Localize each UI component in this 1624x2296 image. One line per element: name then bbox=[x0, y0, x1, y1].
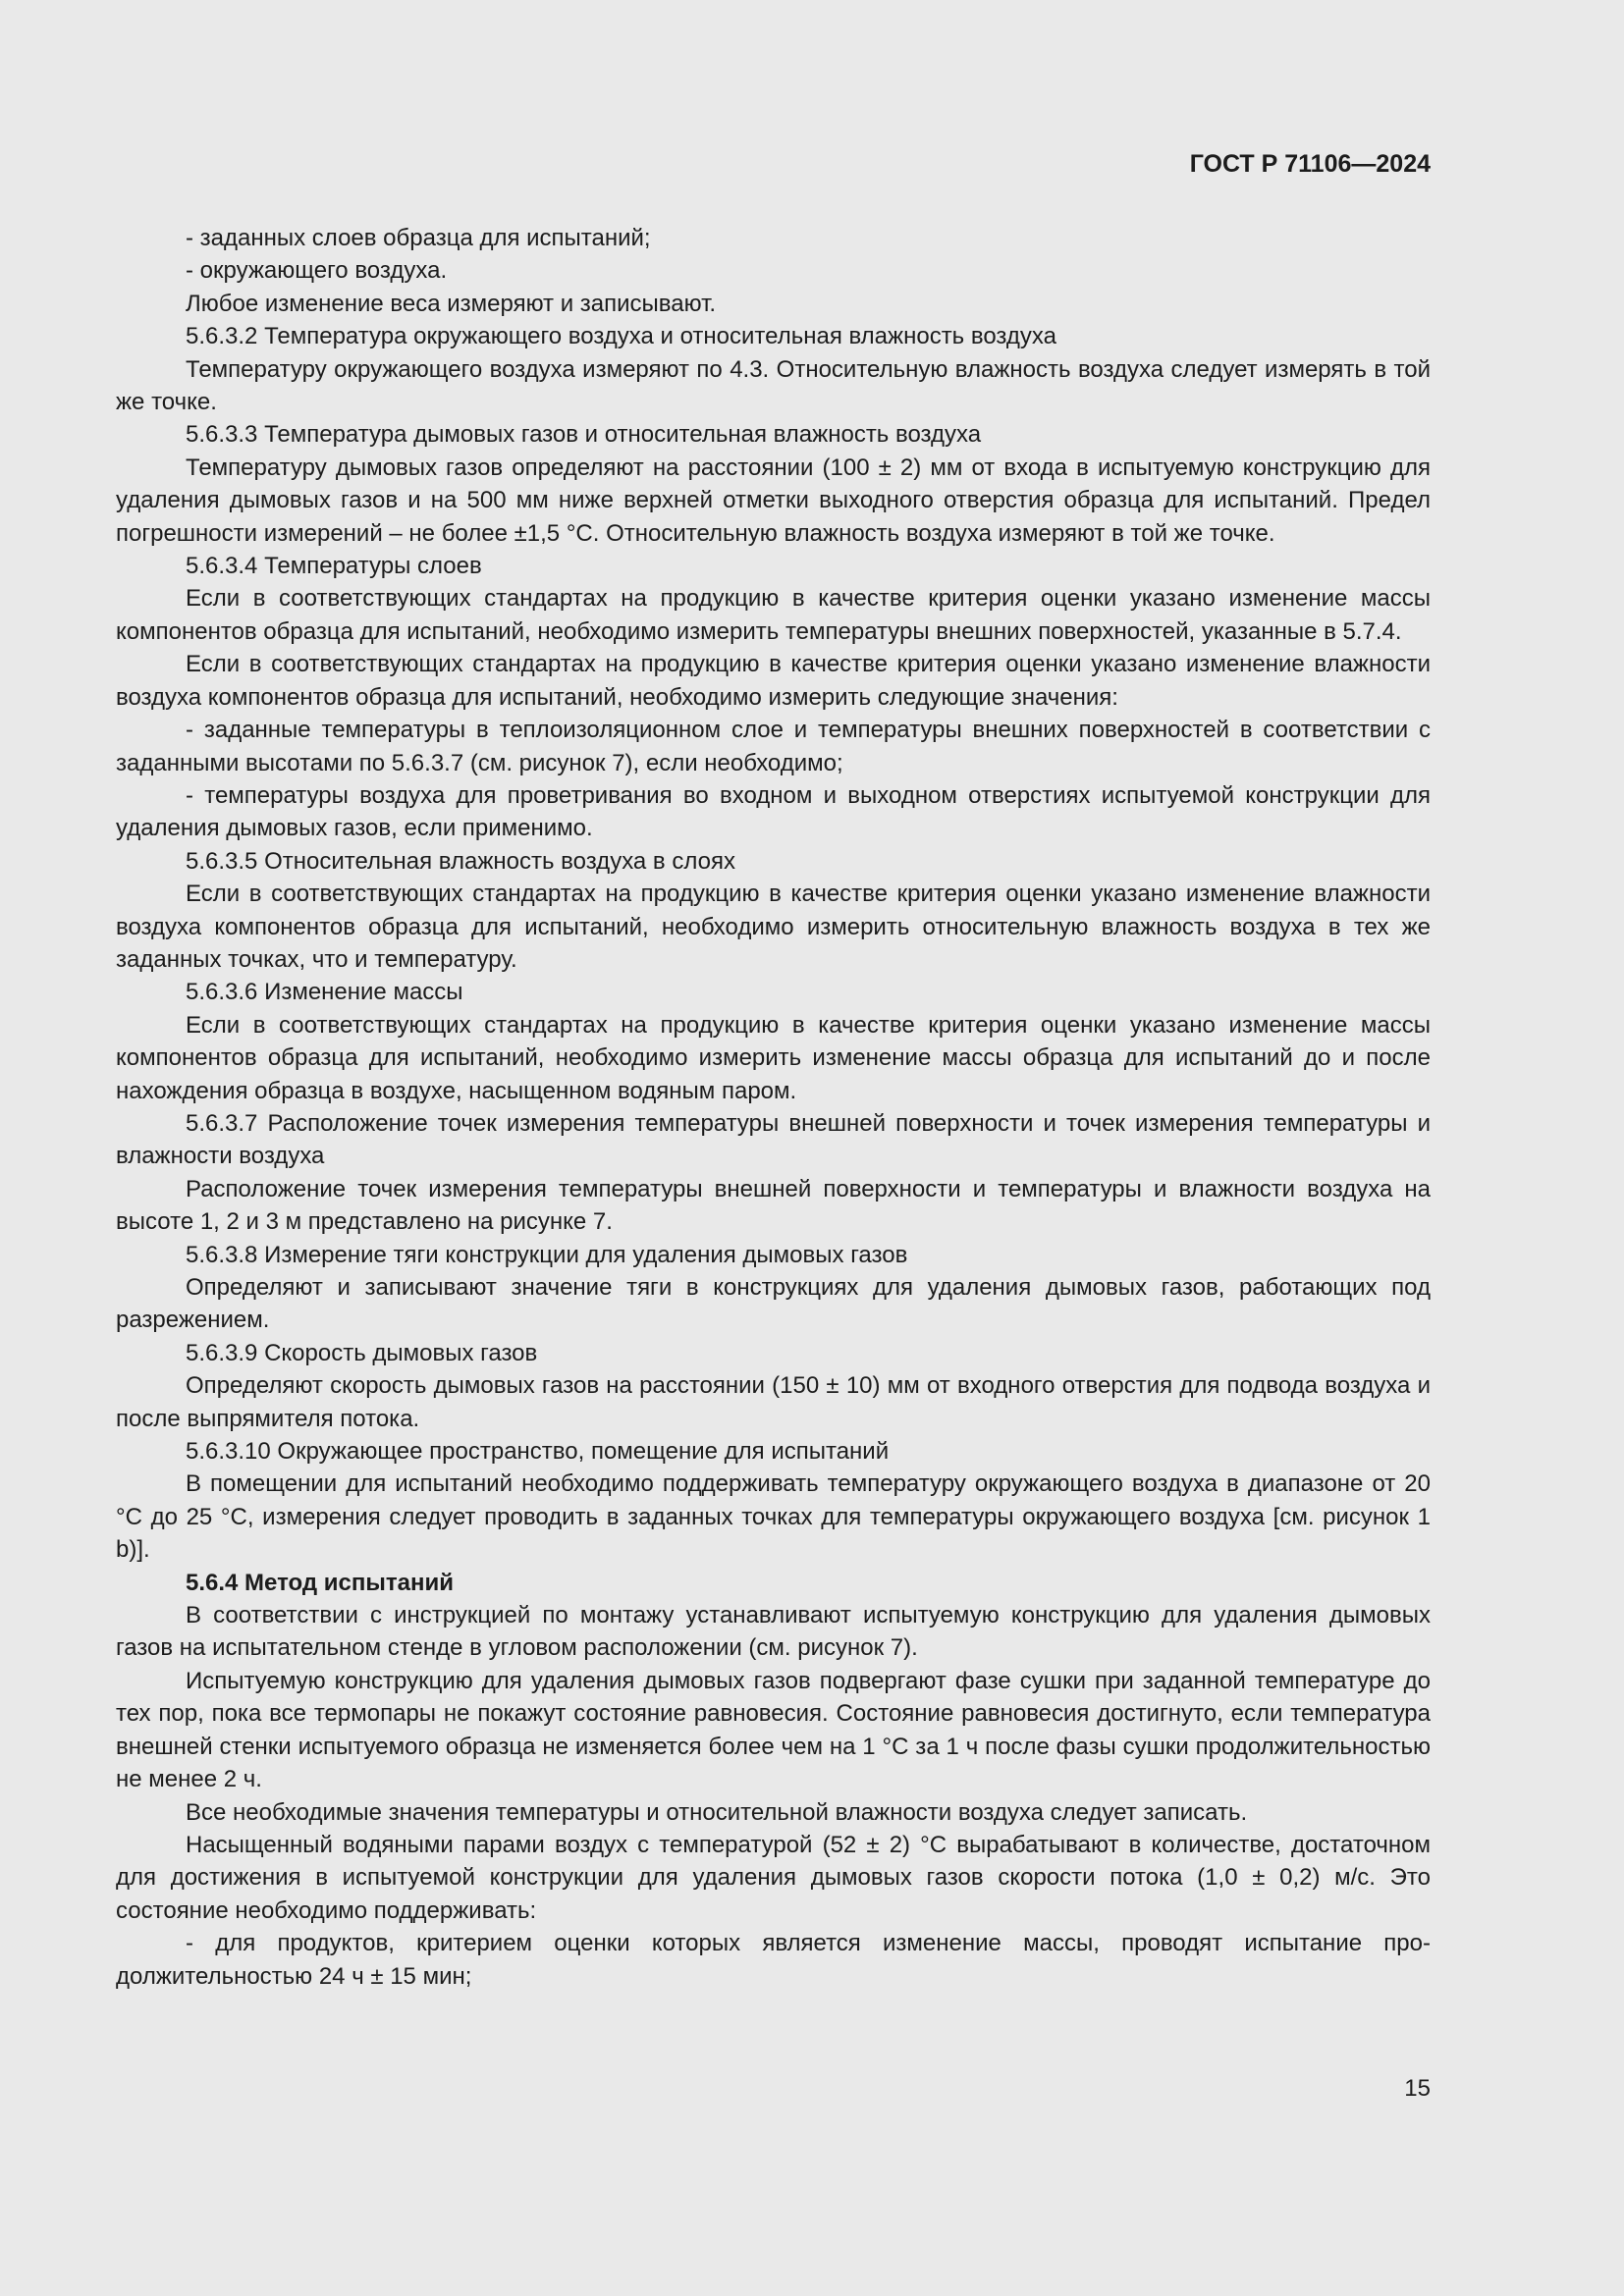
list-item-mass-criterion-duration: - для продуктов, критерием оценки которых является изменение массы, проводят испытание продолжительностью 24 ч ± 15 мин; bbox=[116, 1930, 1431, 1990]
list-item-ventilation-air-temperatures: - температуры воздуха для проветривания во входном и выходном отверстиях испытуемой конструкции для удаления дымовых газов, если применимо. bbox=[116, 781, 1431, 842]
list-item-insulation-temperatures: - заданные температуры в теплоизоляционном слое и температуры внешних поверхностей в соответствии с заданными высотами по 5.6.3.7 (см. рисунок 7), если необходимо; bbox=[116, 717, 1431, 776]
document-code-header: ГОСТ Р 71106—2024 bbox=[1189, 150, 1431, 178]
paragraph-test-room: В помещении для испытаний необходимо поддерживать температуру окружающего воздуха в диапазоне от 20 °С до 25 °С, измерения следует проводить в заданных точках для температуры окружающего воздуха [см. рисунок 1 b)]. bbox=[116, 1470, 1431, 1564]
document-body bbox=[116, 222, 1431, 1993]
paragraph-draft-measurement: Определяют и записывают значение тяги в конструкциях для удаления дымовых газов, работающих под разрежением. bbox=[116, 1274, 1431, 1334]
paragraph-record-values: Все необходимые значения температуры и относительной влажности воздуха следует записать. bbox=[186, 1798, 1248, 1826]
section-heading-5-6-3-4: 5.6.3.4 Температуры слоев bbox=[186, 553, 482, 580]
section-heading-5-6-3-7: 5.6.3.7 Расположение точек измерения температуры внешней поверхности и точек измерения температуры и влажности воздуха bbox=[116, 1109, 1431, 1170]
paragraph-ambient-temperature: Температуру окружающего воздуха измеряют по 4.3. Относительную влажность воздуха следует измерять в той же точке. bbox=[116, 355, 1431, 416]
section-heading-5-6-3-6: 5.6.3.6 Изменение массы bbox=[186, 979, 463, 1006]
section-heading-5-6-3-5: 5.6.3.5 Относительная влажность воздуха в слоях bbox=[186, 847, 735, 875]
section-heading-5-6-3-3: 5.6.3.3 Температура дымовых газов и относительная влажность воздуха bbox=[186, 421, 982, 449]
paragraph-flue-gas-temperature: Температуру дымовых газов определяют на расстоянии (100 ± 2) мм от входа в испытуемую конструкцию для удаления дымовых газов и на 500 мм ниже верхней отметки выходного отверстия образца для испытаний. Предел погрешности измерений – не более ±1,5 °С. Относительную влажность воздуха измеряют в той же точке. bbox=[116, 454, 1431, 547]
page-number: 15 bbox=[1404, 2075, 1431, 2102]
paragraph-drying-phase: Испытуемую конструкцию для удаления дымовых газов подвергают фазе сушки при заданной температуре до тех пор, пока все термопары не покажут состояние равновесия. Состояние равновесия достигнуто, если температура внешней стенки испытуемого образца не изменяется более чем на 1 °С за 1 ч после фазы сушки продолжительностью не менее 2 ч. bbox=[116, 1667, 1431, 1793]
section-heading-5-6-3-10: 5.6.3.10 Окружающее пространство, помещение для испытаний bbox=[186, 1438, 890, 1466]
paragraph-layer-temperatures-mass: Если в соответствующих стандартах на продукцию в качестве критерия оценки указано изменение массы компонентов образца для испытаний, необходимо измерить температуры внешних поверхностей, указанные в 5.7.4. bbox=[116, 585, 1431, 645]
paragraph-measurement-points: Расположение точек измерения температуры внешней поверхности и температуры и влажности воздуха на высоте 1, 2 и 3 м представлено на рисунке 7. bbox=[116, 1175, 1431, 1236]
list-item-test-layers: - заданных слоев образца для испытаний; bbox=[186, 225, 651, 251]
section-heading-5-6-3-2: 5.6.3.2 Температура окружающего воздуха и относительная влажность воздуха bbox=[186, 323, 1056, 350]
paragraph-weight-change: Любое изменение веса измеряют и записывают. bbox=[186, 290, 717, 317]
section-heading-5-6-4: 5.6.4 Метод испытаний bbox=[186, 1569, 454, 1596]
paragraph-saturated-air: Насыщенный водяными парами воздух с температурой (52 ± 2) °С вырабатывают в количестве, достаточном для достижения в испытуемой конструкции для удаления дымовых газов скорости потока (1,0 ± 0,2) м/с. Это состояние необходимо поддерживать: bbox=[116, 1831, 1431, 1924]
paragraph-layer-temperatures-humidity: Если в соответствующих стандартах на продукцию в качестве критерия оценки указано изменение влажности воздуха компонентов образца для испытаний, необходимо измерить следующие значения: bbox=[116, 651, 1431, 711]
list-item-ambient-air: - окружающего воздуха. bbox=[186, 257, 448, 285]
paragraph-flue-gas-velocity: Определяют скорость дымовых газов на расстоянии (150 ± 10) мм от входного отверстия для подвода воздуха и после выпрямителя потока. bbox=[116, 1372, 1431, 1432]
paragraph-installation: В соответствии с инструкцией по монтажу устанавливают испытуемую конструкцию для удаления дымовых газов на испытательном стенде в угловом расположении (см. рисунок 7). bbox=[116, 1602, 1431, 1662]
paragraph-mass-change: Если в соответствующих стандартах на продукцию в качестве критерия оценки указано изменение массы компонентов образца для испытаний, необходимо измерить изменение массы образца для испытаний до и после нахождения образца в воздухе, насыщенном водяным паром. bbox=[116, 1011, 1431, 1104]
section-heading-5-6-3-9: 5.6.3.9 Скорость дымовых газов bbox=[186, 1339, 538, 1366]
paragraph-relative-humidity-layers: Если в соответствующих стандартах на продукцию в качестве критерия оценки указано изменение влажности воздуха компонентов образца для испытаний, необходимо измерить относительную влажность воздуха в тех же заданных точках, что и температуру. bbox=[116, 881, 1431, 973]
section-heading-5-6-3-8: 5.6.3.8 Измерение тяги конструкции для удаления дымовых газов bbox=[186, 1241, 908, 1268]
